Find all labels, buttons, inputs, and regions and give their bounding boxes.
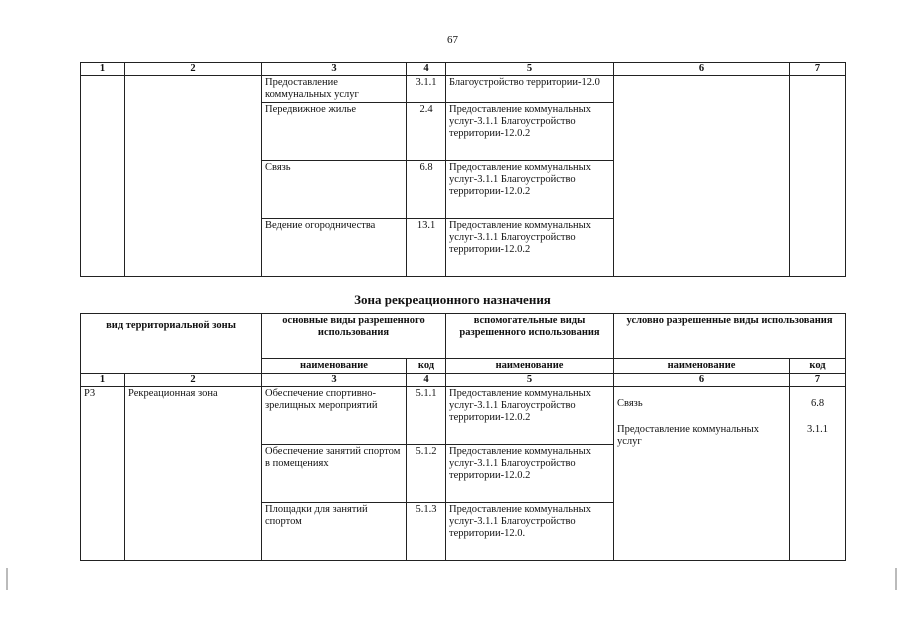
aux-use: Благоустройство территории-12.0 xyxy=(446,76,614,103)
zone-type-header: вид территориальной зоны xyxy=(81,314,262,374)
page-number: 67 xyxy=(447,34,458,46)
col-number: 5 xyxy=(446,63,614,76)
col-number: 3 xyxy=(262,63,407,76)
conditional-codes-cell xyxy=(790,387,846,561)
use-code: 5.1.3 xyxy=(407,503,446,561)
table-row xyxy=(81,387,846,445)
conditional-use-name: Предоставление коммунальных услуг xyxy=(617,424,759,447)
aux-use: Предоставление коммунальных услуг-3.1.1 Благоустройство территории-12.0.2 xyxy=(446,387,614,445)
name-subheader: наименование xyxy=(614,359,790,374)
column-numbers-row xyxy=(81,63,846,76)
name-subheader: наименование xyxy=(262,359,407,374)
main-uses-header: основные виды разрешенного использования xyxy=(262,314,446,359)
use-name: Связь xyxy=(262,161,407,219)
zone-name: Рекреационная зона xyxy=(125,387,262,561)
conditional-use-code: 6.8 xyxy=(810,398,825,409)
name-subheader: наименование xyxy=(446,359,614,374)
use-code: 2.4 xyxy=(407,103,446,161)
use-code: 6.8 xyxy=(407,161,446,219)
use-code: 13.1 xyxy=(407,219,446,277)
col-number: 7 xyxy=(790,374,846,387)
conditional-uses-header: условно разрешенные виды использования xyxy=(614,314,846,359)
zone-name-cell xyxy=(125,76,262,277)
conditional-code-cell xyxy=(790,76,846,277)
col-number: 4 xyxy=(407,374,446,387)
col-number: 2 xyxy=(125,63,262,76)
use-code: 5.1.1 xyxy=(407,387,446,445)
conditional-cell xyxy=(614,76,790,277)
use-name: Обеспечение занятий спортом в помещениях xyxy=(262,445,407,503)
section-title: Зона рекреационного назначения xyxy=(354,292,551,307)
use-code: 3.1.1 xyxy=(407,76,446,103)
col-number: 1 xyxy=(81,374,125,387)
use-code: 5.1.2 xyxy=(407,445,446,503)
col-number: 2 xyxy=(125,374,262,387)
conditional-use-name: Связь xyxy=(617,398,643,409)
use-name: Передвижное жилье xyxy=(262,103,407,161)
col-number: 6 xyxy=(614,374,790,387)
conditional-use-code: 3.1.1 xyxy=(807,424,829,435)
col-number: 1 xyxy=(81,63,125,76)
aux-use: Предоставление коммунальных услуг-3.1.1 Благоустройство территории-12.0.2 xyxy=(446,103,614,161)
column-numbers-row xyxy=(81,374,846,387)
conditional-uses-cell xyxy=(614,387,790,561)
aux-use: Предоставление коммунальных услуг-3.1.1 Благоустройство территории-12.0. xyxy=(446,503,614,561)
col-number: 6 xyxy=(614,63,790,76)
code-subheader: код xyxy=(790,359,846,374)
use-name: Ведение огородничества xyxy=(262,219,407,277)
zone-code: Р3 xyxy=(81,387,125,561)
aux-use: Предоставление коммунальных услуг-3.1.1 Благоустройство территории-12.0.2 xyxy=(446,445,614,503)
use-name: Предоставление коммунальных услуг xyxy=(262,76,407,103)
use-name: Обеспечение спортивно-зрелищных мероприятий xyxy=(262,387,407,445)
use-name: Площадки для занятий спортом xyxy=(262,503,407,561)
code-subheader: код xyxy=(407,359,446,374)
col-number: 7 xyxy=(790,63,846,76)
aux-use: Предоставление коммунальных услуг-3.1.1 Благоустройство территории-12.0.2 xyxy=(446,161,614,219)
zone-code-cell xyxy=(81,76,125,277)
col-number: 5 xyxy=(446,374,614,387)
continuation-table xyxy=(80,62,846,277)
header-row xyxy=(81,314,846,359)
col-number: 3 xyxy=(262,374,407,387)
table-row xyxy=(81,76,846,103)
scan-mark-left xyxy=(6,568,8,590)
scan-mark-right xyxy=(895,568,897,590)
aux-uses-header: вспомогательные виды разрешенного использования xyxy=(446,314,614,359)
col-number: 4 xyxy=(407,63,446,76)
aux-use: Предоставление коммунальных услуг-3.1.1 Благоустройство территории-12.0.2 xyxy=(446,219,614,277)
recreation-zone-table xyxy=(80,313,846,561)
